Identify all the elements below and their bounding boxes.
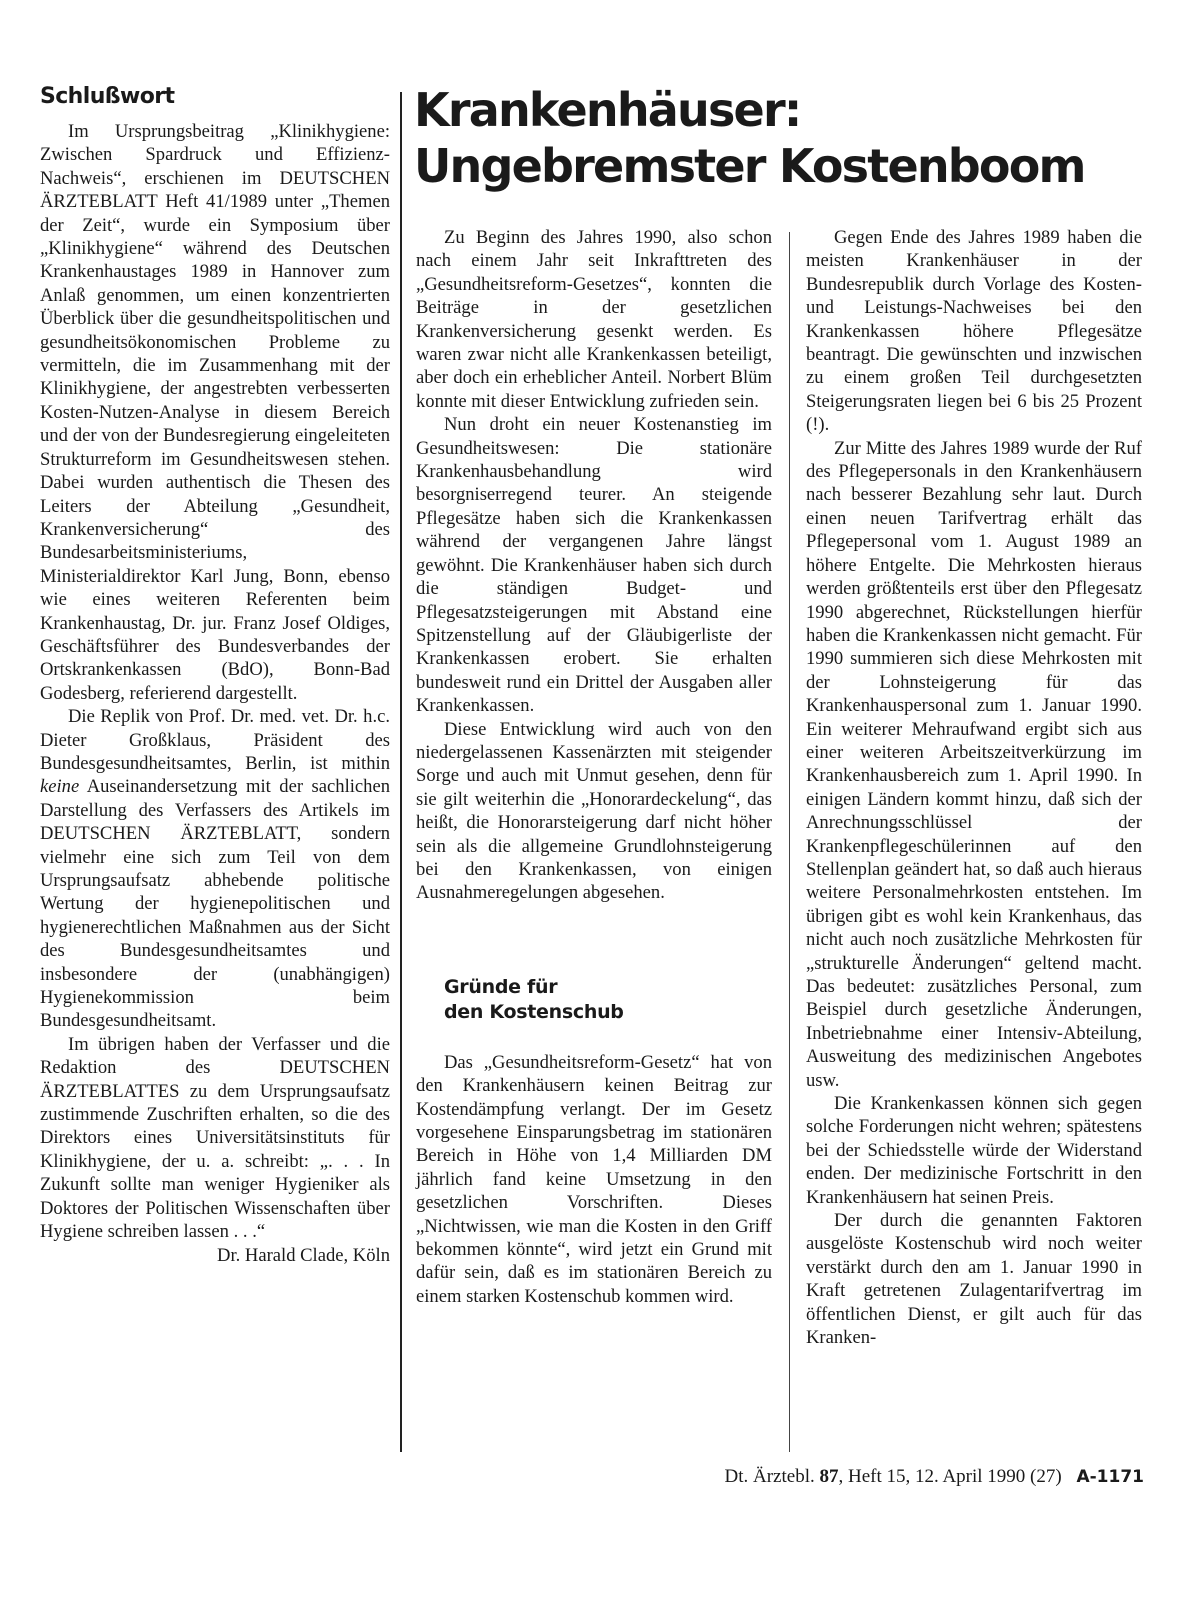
paragraph: Im Ursprungsbeitrag „Klinikhygiene: Zwischen Spardruck und Effizienz-Nachweis“, erschienen im DEUTSCHEN ÄRZTEBLATT Heft 41/1989 unter „Themen der Zeit“, wurde ein Symposium über „Klinikhygiene“ während des Deutschen Krankenhaustages 1989 in Hannover zum Anlaß genommen, um einen konzentrierten Überblick über die gesundheitspolitischen und gesundheitsökonomischen Probleme zu vermitteln, die im Zusammenhang mit der Klinikhygiene, der angestrebten verbesserten Kosten-Nutzen-Analyse in diesem Bereich und der von der Bundesregierung eingeleiteten Strukturreform im Gesundheitswesen stehen. Dabei wurden authentisch die Thesen des Leiters der Abteilung „Gesundheit, Krankenversicherung“ des Bundesarbeitsministeriums, Ministerialdirektor Karl Jung, Bonn, ebenso wie eines weiteren Referenten beim Krankenhaustag, Dr. jur. Franz Josef Oldiges, Geschäftsführer des Bundesverbandes der Ortskrankenkassen (BdO), Bonn-Bad Godesberg, referierend dargestellt.: [40, 121, 390, 704]
journal-volume: 87: [819, 1466, 839, 1487]
article-column-right: [806, 226, 1142, 1350]
journal-name: Dt. Ärztebl.: [724, 1466, 815, 1487]
paragraph-text: Die Replik von Prof. Dr. med. vet. Dr. h.c. Dieter Großklaus, Präsident des Bundesgesundheitsamtes, Berlin, ist mithin: [40, 706, 390, 774]
author-signature: Dr. Harald Clade, Köln: [217, 1244, 390, 1266]
paragraph: Das „Gesundheitsreform-Gesetz“ hat von den Krankenhäusern keinen Beitrag zur Kostendämpfung verlangt. Der im Gesetz vorgesehene Einsparungsbetrag im stationären Bereich in Höhe von 1,4 Milliarden DM jährlich fand keine Umsetzung in den gesetzlichen Vorschriften. Dieses „Nichtwissen, wie man die Kosten in den Griff bekommen könnte“, wird jetzt ein Grund mit dafür sein, daß es im stationären Bereich zu einem starken Kostenschub kommen wird.: [416, 1051, 772, 1307]
paragraph-text: Auseinandersetzung mit der sachlichen Darstellung des Verfassers des Artikels im DEUTSCHEN ÄRZTEBLATT, sondern vielmehr eine sich zum Teil von dem Ursprungsaufsatz abhebende politische Wertung der hygienepolitischen und hygienerechtlichen Maßnahmen aus der Sicht des Bundesgesundheitsamtes und insbesondere der (unabhängigen) Hygienekommission beim Bundesgesundheitsamt.: [40, 776, 390, 1032]
headline-line: Krankenhäuser:: [414, 83, 801, 137]
paragraph: Der durch die genannten Faktoren ausgelöste Kostenschub wird noch weiter verstärkt durch den am 1. Januar 1990 in Kraft getretenen Zulagentarifvertrag im öffentlichen Dienst, er gilt auch für das Kranken-: [806, 1210, 1142, 1349]
paragraph: Zu Beginn des Jahres 1990, also schon nach einem Jahr seit Inkrafttreten des „Gesundheitsreform-Gesetzes“, konnten die Beiträge in der gesetzlichen Krankenversicherung gesenkt werden. Es waren zwar nicht alle Krankenkassen beteiligt, aber doch ein erheblicher Anteil. Norbert Blüm konnte mit dieser Entwicklung zufrieden sein.: [416, 227, 772, 412]
paragraph: Diese Entwicklung wird auch von den niedergelassenen Kassenärzten mit steigender Sorge und auch mit Unmut gesehen, denn für sie gilt weiterhin die „Honorardeckelung“, das heißt, die Honorarsteigerung darf nicht höher sein als die allgemeine Grundlohnsteigerung bei den Krankenkassen, von einigen Ausnahmeregelungen abgesehen.: [416, 718, 772, 904]
column-divider: [789, 232, 790, 1452]
article-column-middle: [416, 226, 772, 1308]
subheading: [444, 975, 772, 1025]
article-headline: [414, 82, 1134, 194]
section-title: Schlußwort: [40, 84, 175, 109]
paragraph: Im übrigen haben der Verfasser und die Redaktion des DEUTSCHEN ÄRZTEBLATTES zu dem Ursprungsaufsatz zustimmende Zuschriften erhalten, so die des Direktors eines Universitätsinstituts für Klinikhygiene, der u. a. schreibt: „. . . In Zukunft sollte man weniger Hygieniker als Doktores der Politischen Wissenschaften über Hygiene schreiben lassen . . .“: [40, 1033, 390, 1243]
issue-info: , Heft 15, 12. April 1990 (27): [838, 1466, 1062, 1487]
paragraph: [40, 705, 390, 1033]
subheading-line: den Kostenschub: [444, 1000, 624, 1023]
column-divider: [400, 92, 402, 1452]
paragraph: Die Krankenkassen können sich gegen solche Forderungen nicht wehren; spätestens bei der Schiedsstelle würde der Widerstand enden. Der medizinische Fortschritt in den Krankenhäusern hat seinen Preis.: [806, 1093, 1142, 1208]
emphasis: keine: [40, 776, 80, 798]
page-footer: [630, 1466, 1144, 1488]
paragraph: Gegen Ende des Jahres 1989 haben die meisten Krankenhäuser in der Bundesrepublik durch Vorlage des Kosten- und Leistungs-Nachweises bei den Krankenkassen höhere Pflegesätze beantragt. Die gewünschten und inzwischen zu einem großen Teil durchgesetzten Steigerungsraten liegen bei 6 bis 25 Prozent (!).: [806, 227, 1142, 436]
subheading-line: Gründe für: [444, 975, 558, 998]
closing-statement-column: [40, 84, 390, 1267]
headline-line: Ungebremster Kostenboom: [414, 139, 1085, 193]
page-number: A-1171: [1076, 1467, 1144, 1487]
paragraph: Zur Mitte des Jahres 1989 wurde der Ruf des Pflegepersonals in den Krankenhäusern nach besserer Bezahlung sehr laut. Durch einen neuen Tarifvertrag erhält das Pflegepersonal vom 1. August 1989 an höhere Entgelte. Die Mehrkosten hieraus werden größtenteils erst über den Pflegesatz 1990 abgerechnet, Rückstellungen hierfür haben die Krankenkassen nicht gemacht. Für 1990 summieren sich diese Mehrkosten mit der Lohnsteigerung für das Krankenhauspersonal zum 1. Januar 1990. Ein weiterer Mehraufwand ergibt sich aus einer weiteren Arbeitszeitverkürzung im Krankenhausbereich zum 1. April 1990. In einigen Ländern kommt hinzu, daß sich der Anrechnungsschlüssel der Krankenpflegeschülerinnen auf den Stellenplan geändert hat, so daß auch hieraus weitere Personalmehrkosten entstehen. Im übrigen gibt es wohl kein Krankenhaus, das nicht auch noch zusätzliche Mehrkosten für „strukturelle Änderungen“ geltend macht. Das bedeutet: zusätzliches Personal, zum Beispiel durch gesetzliche Änderungen, Inbetriebnahme einer Intensiv-Abteilung, Ausweitung des medizinischen Angebotes usw.: [806, 437, 1142, 1091]
paragraph: Nun droht ein neuer Kostenanstieg im Gesundheitswesen: Die stationäre Krankenhausbehandlung wird besorgniserregend teurer. An steigende Pflegesätze haben sich die Krankenkassen während der vergangenen Jahre längst gewöhnt. Die Krankenhäuser haben sich durch die ständigen Budget- und Pflegesatzsteigerungen mit Abstand eine Spitzenstellung auf der Gläubigerliste der Krankenkassen erobert. Sie erhalten bundesweit rund ein Drittel der Ausgaben aller Krankenkassen.: [416, 414, 772, 717]
